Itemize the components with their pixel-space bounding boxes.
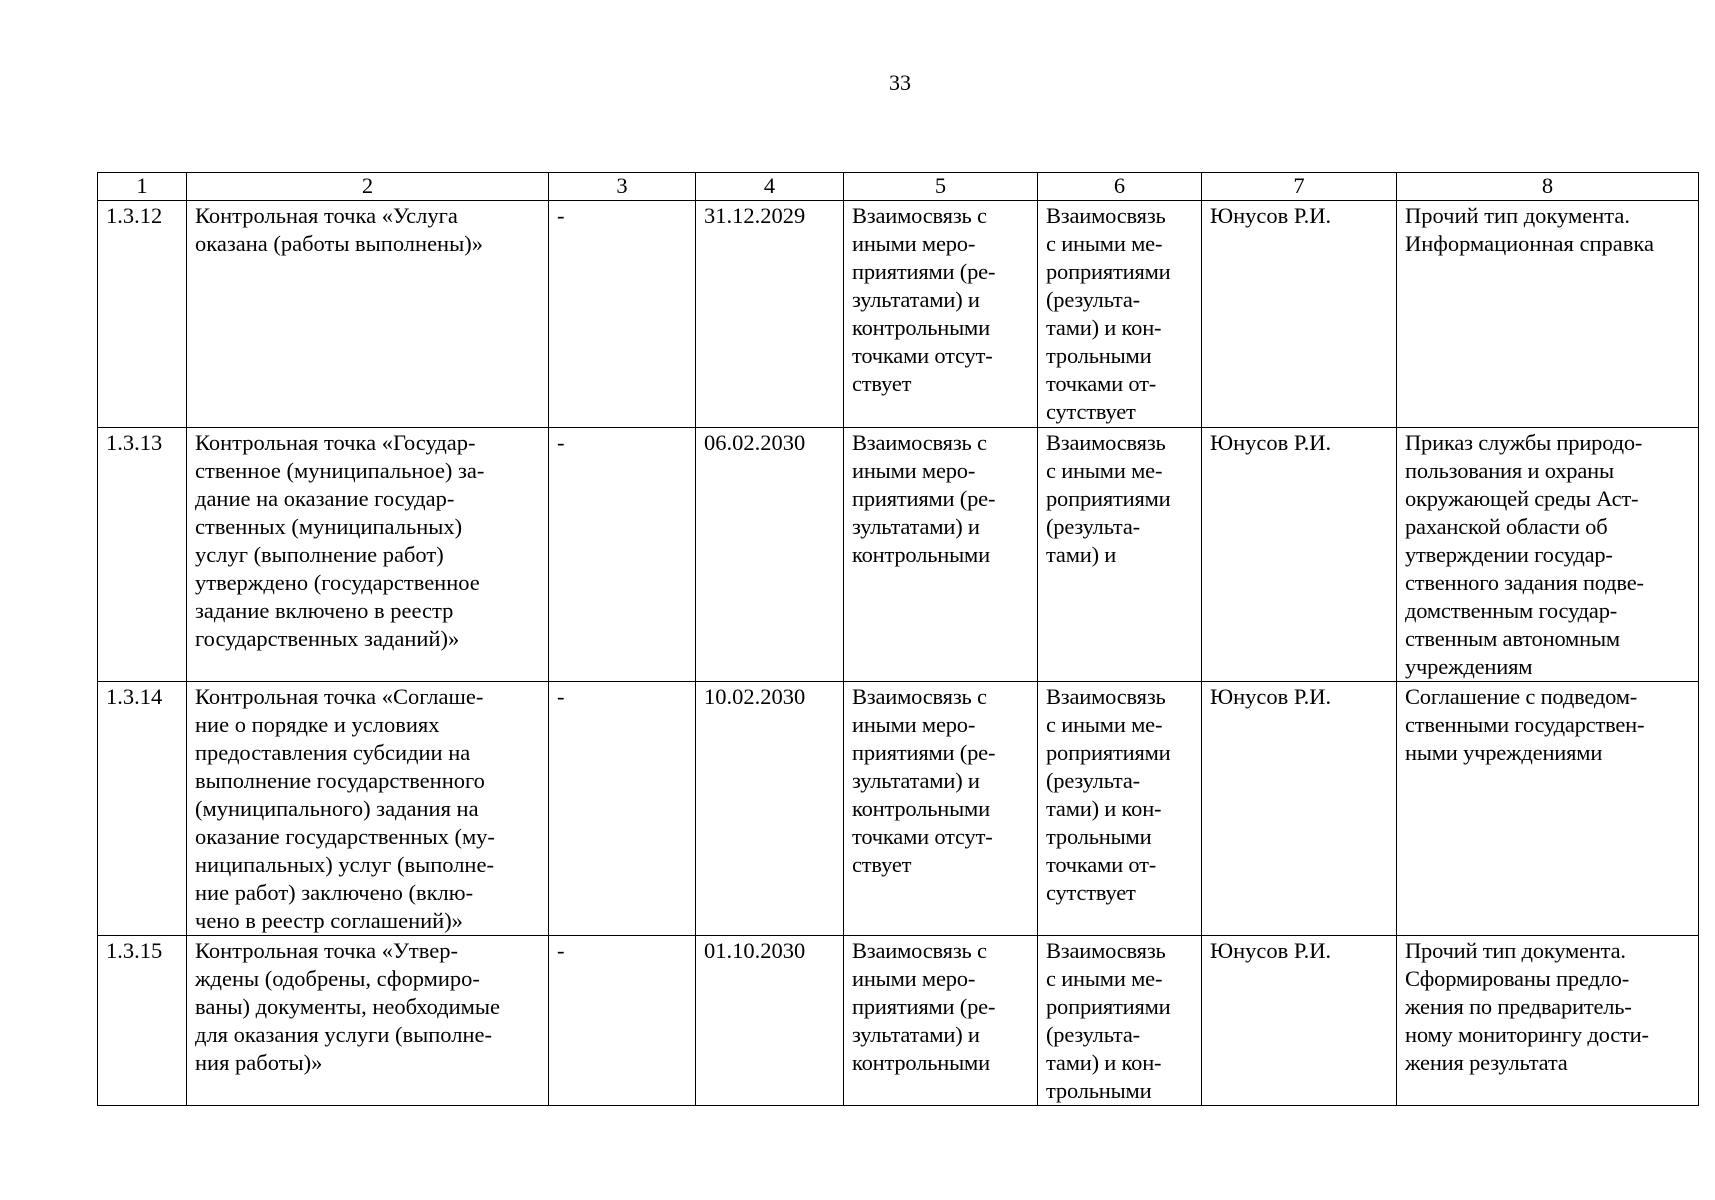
table-row xyxy=(98,201,1699,428)
column-3-value: - xyxy=(549,201,696,428)
responsible-person: Юнусов Р.И. xyxy=(1202,936,1397,1106)
relationship-results: Взаимосвязь с иными меро- приятиями (ре- зультатами) и контрольными xyxy=(844,936,1038,1106)
responsible-person: Юнусов Р.И. xyxy=(1202,428,1397,682)
control-point-date: 06.02.2030 xyxy=(696,428,844,682)
page-number: 33 xyxy=(889,70,911,95)
relationship-results: Взаимосвязь с иными меро- приятиями (ре- зультатами) и контрольными точками отсут- ствует xyxy=(844,201,1038,428)
relationship-events: Взаимосвязь с иными ме- роприятиями (результа- тами) и кон- трольными точками от- сутствует xyxy=(1038,201,1202,428)
responsible-person: Юнусов Р.И. xyxy=(1202,201,1397,428)
relationship-events: Взаимосвязь с иными ме- роприятиями (результа- тами) и xyxy=(1038,428,1202,682)
table-row xyxy=(98,936,1699,1106)
column-3-value: - xyxy=(549,428,696,682)
control-point-date: 01.10.2030 xyxy=(696,936,844,1106)
document-type: Приказ службы природо- пользования и охраны окружающей среды Аст- раханской области об утверждении государ- ственного задания подве- домственным государ- ственным автономным учреждениям xyxy=(1397,428,1699,682)
control-points-table xyxy=(97,172,1699,1106)
document-type: Соглашение с подведом- ственными государствен- ными учреждениями xyxy=(1397,682,1699,936)
control-point-name: Контрольная точка «Услуга оказана (работы выполнены)» xyxy=(187,201,549,428)
row-code: 1.3.12 xyxy=(98,201,187,428)
row-code: 1.3.15 xyxy=(98,936,187,1106)
header-row xyxy=(98,173,1699,201)
column-header-1: 1 xyxy=(98,173,187,201)
column-3-value: - xyxy=(549,936,696,1106)
relationship-events: Взаимосвязь с иными ме- роприятиями (результа- тами) и кон- трольными xyxy=(1038,936,1202,1106)
control-point-date: 10.02.2030 xyxy=(696,682,844,936)
table-row xyxy=(98,428,1699,682)
responsible-person: Юнусов Р.И. xyxy=(1202,682,1397,936)
relationship-results: Взаимосвязь с иными меро- приятиями (ре- зультатами) и контрольными точками отсут- ствует xyxy=(844,682,1038,936)
column-header-4: 4 xyxy=(696,173,844,201)
row-code: 1.3.13 xyxy=(98,428,187,682)
column-header-7: 7 xyxy=(1202,173,1397,201)
control-point-date: 31.12.2029 xyxy=(696,201,844,428)
control-point-name: Контрольная точка «Соглаше- ние о порядке и условиях предоставления субсидии на выполнение государственного (муниципального) задания на оказание государственных (му- ниципальных) услуг (выполне- ние работ) заключено (вклю- чено в реестр соглашений)» xyxy=(187,682,549,936)
column-header-6: 6 xyxy=(1038,173,1202,201)
relationship-results: Взаимосвязь с иными меро- приятиями (ре- зультатами) и контрольными xyxy=(844,428,1038,682)
control-point-name: Контрольная точка «Утвер- ждены (одобрены, сформиро- ваны) документы, необходимые для оказания услуги (выполне- ния работы)» xyxy=(187,936,549,1106)
column-3-value: - xyxy=(549,682,696,936)
row-code: 1.3.14 xyxy=(98,682,187,936)
relationship-events: Взаимосвязь с иными ме- роприятиями (результа- тами) и кон- трольными точками от- сутствует xyxy=(1038,682,1202,936)
document-type: Прочий тип документа. Информационная справка xyxy=(1397,201,1699,428)
column-header-5: 5 xyxy=(844,173,1038,201)
control-point-name: Контрольная точка «Государ- ственное (муниципальное) за- дание на оказание государ- ственных (муниципальных) услуг (выполнение работ) утверждено (государственное задание включено в реестр государственных заданий)» xyxy=(187,428,549,682)
table-row xyxy=(98,682,1699,936)
column-header-2: 2 xyxy=(187,173,549,201)
column-header-3: 3 xyxy=(549,173,696,201)
column-header-8: 8 xyxy=(1397,173,1699,201)
document-type: Прочий тип документа. Сформированы предло- жения по предваритель- ному мониторингу дости- жения результата xyxy=(1397,936,1699,1106)
